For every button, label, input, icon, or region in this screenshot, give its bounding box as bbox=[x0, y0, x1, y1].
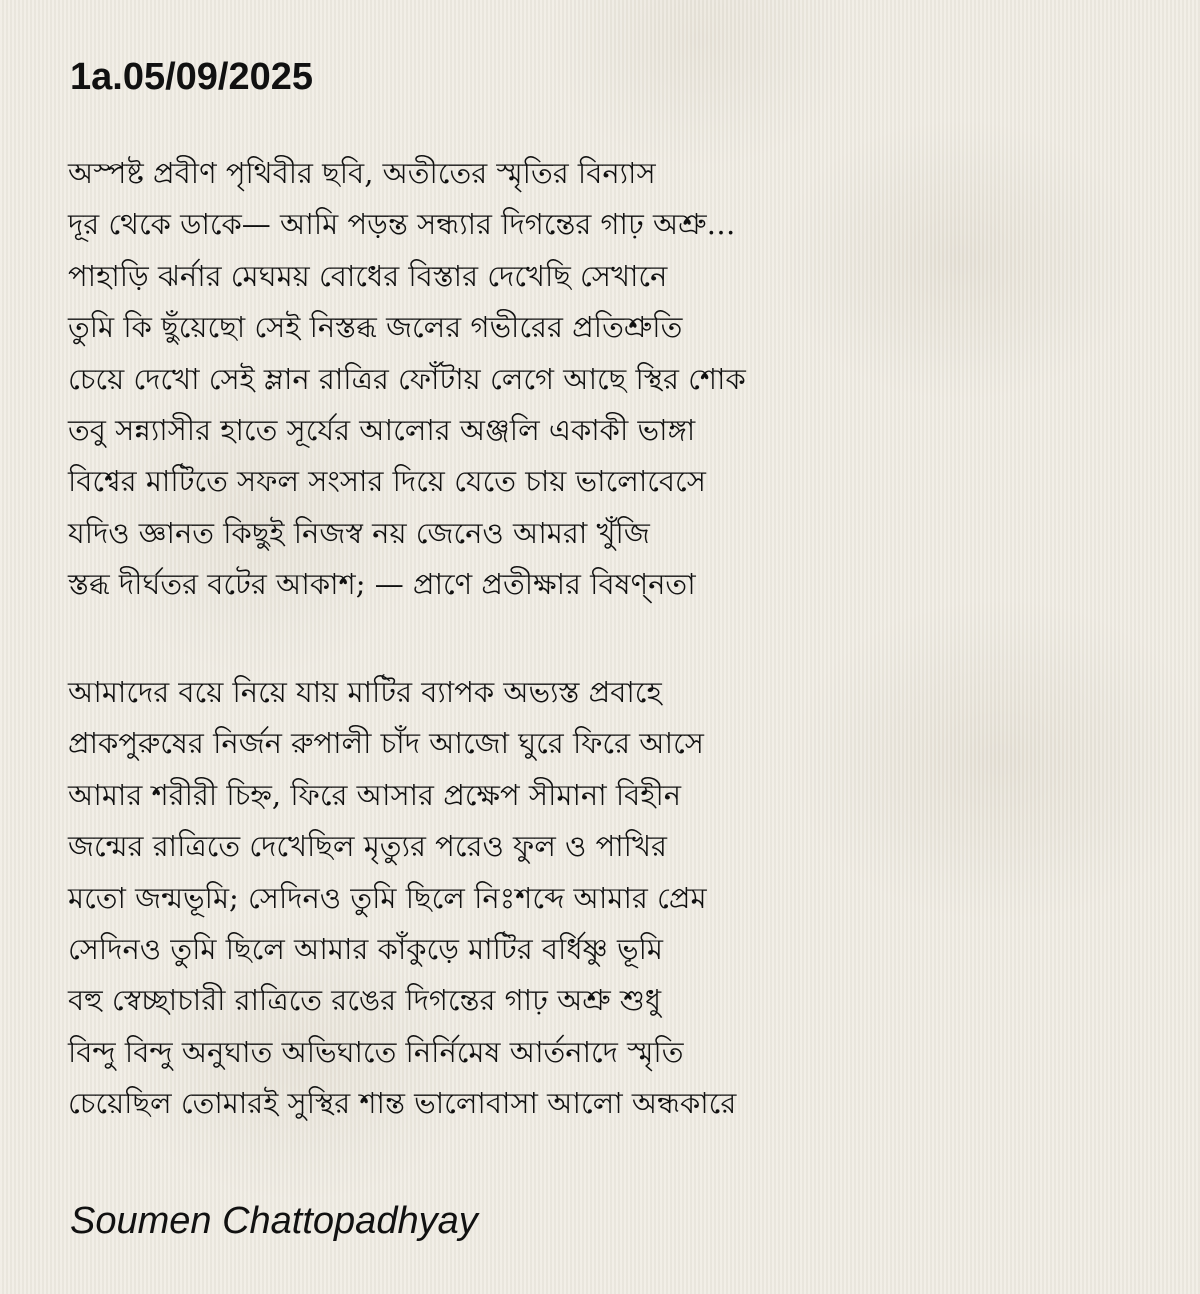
poem-line: অস্পষ্ট প্রবীণ পৃথিবীর ছবি, অতীতের স্মৃতির বিন্যাস bbox=[68, 156, 656, 190]
poem-line: আমাদের বয়ে নিয়ে যায় মাটির ব্যাপক অভ্যস্ত প্রবাহে bbox=[68, 675, 662, 709]
stanza-2 bbox=[68, 667, 736, 1130]
poem-line: দূর থেকে ডাকে— আমি পড়ন্ত সন্ধ্যার দিগন্তের গাঢ় অশ্রু… bbox=[68, 207, 736, 242]
poem-line: বিশ্বের মাটিতে সফল সংসার দিয়ে যেতে চায় ভালোবেসে bbox=[68, 464, 706, 499]
date-heading: 1a.05/09/2025 bbox=[70, 56, 314, 98]
poem-line: মতো জন্মভূমি; সেদিনও তুমি ছিলে নিঃশব্দে আমার প্রেম bbox=[68, 880, 707, 915]
poem-line: স্তব্ধ দীর্ঘতর বটের আকাশ; — প্রাণে প্রতীক্ষার বিষণ্নতা bbox=[68, 567, 696, 602]
poem-line: আমার শরীরী চিহ্ন, ফিরে আসার প্রক্ষেপ সীমানা বিহীন bbox=[68, 777, 682, 812]
poem-line: যদিও জ্ঞানত কিছুই নিজস্ব নয় জেনেও আমরা খুঁজি bbox=[68, 515, 650, 550]
poem-line: চেয়ে দেখো সেই ম্লান রাত্রির ফোঁটায় লেগে আছে স্থির শোক bbox=[68, 361, 746, 396]
poem-line: বহু স্বেচ্ছাচারী রাত্রিতে রঙের দিগন্তের গাঢ় অশ্রু শুধু bbox=[68, 983, 662, 1018]
author-signature: Soumen Chattopadhyay bbox=[70, 1200, 478, 1242]
poem-line: তুমি কি ছুঁয়েছো সেই নিস্তব্ধ জলের গভীরের প্রতিশ্রুতি bbox=[68, 310, 683, 345]
poem-line: চেয়েছিল তোমারই সুস্থির শান্ত ভালোবাসা আলো অন্ধকারে bbox=[68, 1086, 737, 1121]
poem-line: প্রাকপুরুষের নির্জন রুপালী চাঁদ আজো ঘুরে ফিরে আসে bbox=[68, 726, 704, 761]
poem-line: পাহাড়ি ঝর্নার মেঘময় বোধের বিস্তার দেখেছি সেখানে bbox=[68, 258, 668, 293]
poem-line: বিন্দু বিন্দু অনুঘাত অভিঘাতে নির্নিমেষ আর্তনাদে স্মৃতি bbox=[68, 1034, 684, 1069]
poem-line: জন্মের রাত্রিতে দেখেছিল মৃত্যুর পরেও ফুল ও পাখির bbox=[68, 829, 667, 864]
poem-line: সেদিনও তুমি ছিলে আমার কাঁকুড়ে মাটির বর্ধিষ্ণু ভূমি bbox=[68, 931, 664, 966]
poem-line: তবু সন্ন্যাসীর হাতে সূর্যের আলোর অঞ্জলি একাকী ভাঙ্গা bbox=[68, 412, 696, 447]
stanza-1 bbox=[68, 148, 746, 611]
